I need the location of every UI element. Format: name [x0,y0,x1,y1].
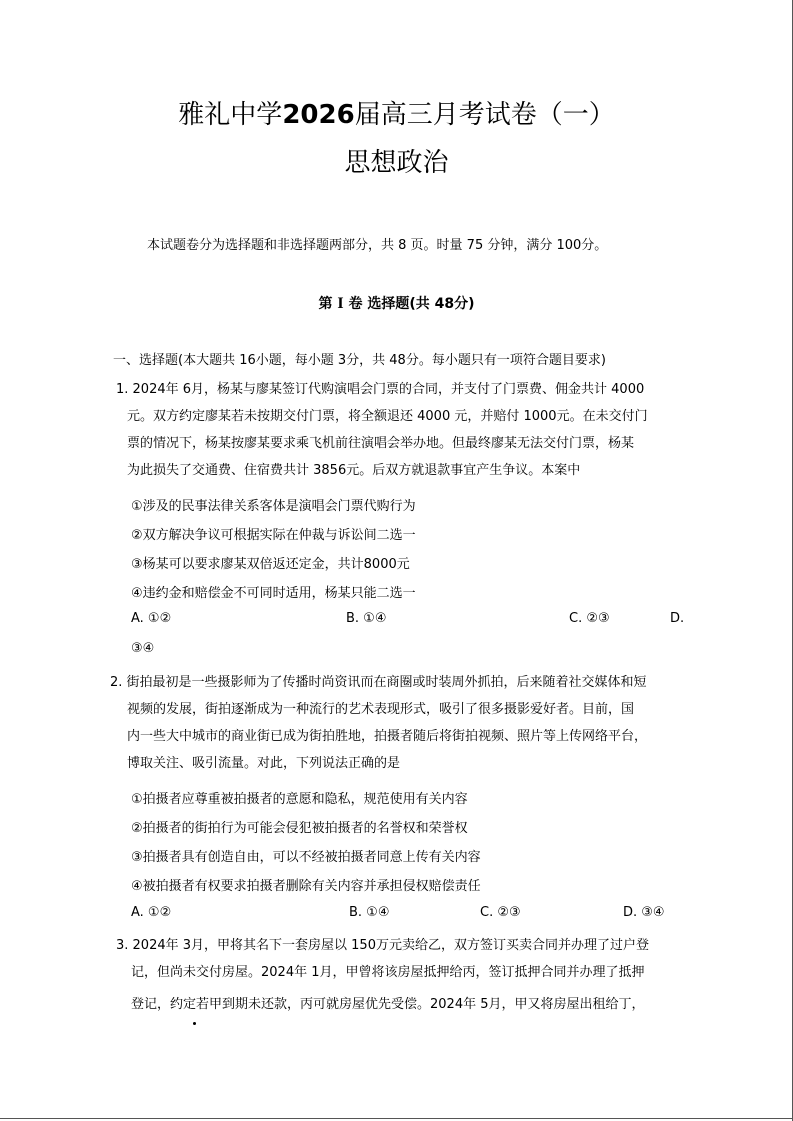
q1-line: 票的情况下，杨某按廖某要求乘飞机前往演唱会举办地。但最终廖某无法交付门票，杨某 [127,436,635,451]
section-heading: 第 I 卷 选择题(共 48分) [318,295,475,312]
q1-option-b: B. ①④ [346,611,387,626]
q1-option-d-text: ③④ [131,641,155,656]
q2-statement: ④被拍摄者有权要求拍摄者删除有关内容并承担侵权赔偿责任 [131,879,481,894]
exam-title: 雅礼中学2026届高三月考试卷（一） [178,100,615,130]
q1-option-d: D. [670,611,685,626]
q2-line: 2. 街拍最初是一些摄影师为了传播时尚资讯而在商圈或时装周外抓拍，后来随着社交媒体和短 [110,675,647,690]
q1-line: 元。双方约定廖某若未按期交付门票，将全额退还 4000 元，并赔付 1000元。在未交付门 [127,409,648,424]
q2-option-b: B. ①④ [349,905,390,920]
q1-statement: ①涉及的民事法律关系客体是演唱会门票代购行为 [131,499,416,514]
exam-intro: 本试题卷分为选择题和非选择题两部分，共 8 页。时量 75 分钟，满分 100分。 [147,238,608,253]
q2-option-d: D. ③④ [623,905,665,920]
q2-statement: ①拍摄者应尊重被拍摄者的意愿和隐私，规范使用有关内容 [131,792,468,807]
q2-statement: ③拍摄者具有创造自由，可以不经被拍摄者同意上传有关内容 [131,850,481,865]
q1-statement: ②双方解决争议可根据实际在仲裁与诉讼间二选一 [131,528,416,543]
q2-line: 视频的发展，街拍逐渐成为一种流行的艺术表现形式，吸引了很多摄影爱好者。目前，国 [127,702,635,717]
subject-title: 思想政治 [344,148,449,178]
q3-line: 登记，约定若甲到期未还款，丙可就房屋优先受偿。2024年 5月，甲又将房屋出租给丁， [131,997,645,1012]
page-bottom-edge [0,1118,793,1119]
q2-statement: ②拍摄者的街拍行为可能会侵犯被拍摄者的名誉权和荣誉权 [131,821,468,836]
q1-option-c: C. ②③ [569,611,610,626]
q3-line: 记，但尚未交付房屋。2024年 1月，甲曾将该房屋抵押给丙，签订抵押合同并办理了抵押 [131,965,645,980]
q1-option-a: A. ①② [131,611,172,626]
q3-line: 3. 2024年 3月，甲将其名下一套房屋以 150万元卖给乙，双方签订买卖合同并办理了过户登 [116,938,649,953]
emphasis-dot [193,1022,196,1025]
q2-line: 内一些大中城市的商业街已成为街拍胜地，拍摄者随后将街拍视频、照片等上传网络平台， [127,729,648,744]
q1-statement: ③杨某可以要求廖某双倍返还定金，共计8000元 [131,557,410,572]
q2-option-c: C. ②③ [480,905,521,920]
q2-option-a: A. ①② [131,905,172,920]
q1-statement: ④违约金和赔偿金不可同时适用，杨某只能二选一 [131,586,416,601]
q1-line: 1. 2024年 6月，杨某与廖某签订代购演唱会门票的合同，并支付了门票费、佣金共计 4000 [116,382,645,397]
q1-line: 为此损失了交通费、住宿费共计 3856元。后双方就退款事宜产生争议。本案中 [127,463,581,478]
q2-line: 博取关注、吸引流量。对此，下列说法正确的是 [127,756,401,771]
part-header: 一、选择题(本大题共 16小题，每小题 3分，共 48分。每小题只有一项符合题目要求) [113,353,606,368]
